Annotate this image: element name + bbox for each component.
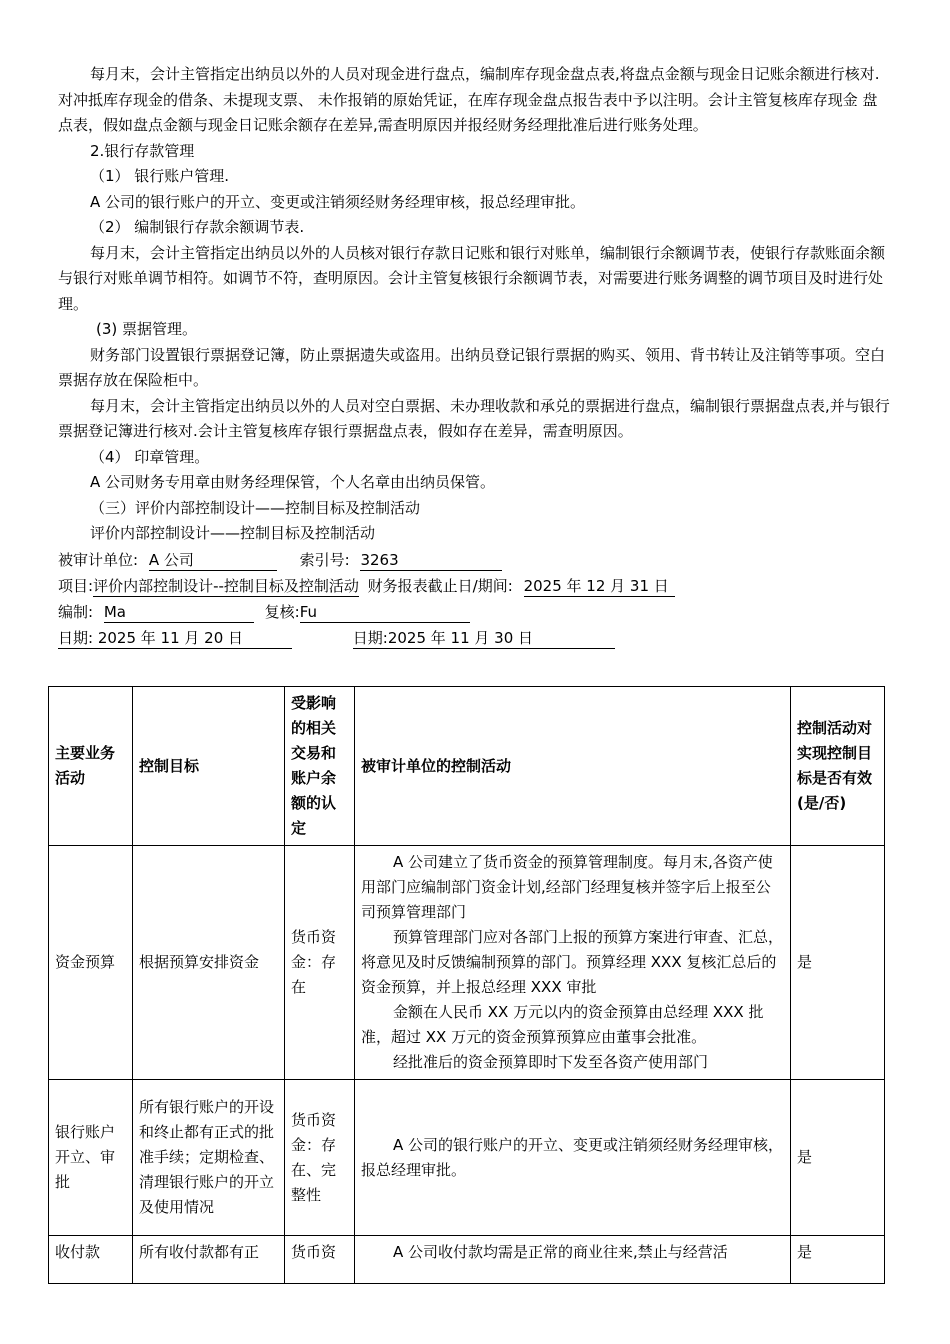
item-notes: (3) 票据管理。 [96, 320, 198, 338]
header-control: 被审计单位的控制活动 [355, 687, 791, 846]
review-value: Fu [300, 602, 470, 623]
index-label: 索引号: [299, 550, 350, 569]
date1-label: 日期: [58, 628, 94, 647]
header-assertion: 受影响的相关交易和账户余额的认定 [285, 687, 355, 846]
document-body [58, 62, 890, 651]
date1-value: 2025 年 11 月 20 日 [97, 628, 244, 647]
cell-objective: 所有收付款都有正 [133, 1236, 285, 1284]
meta-preparer-line [58, 599, 890, 625]
item-notes-text-2: 每月末，会计主管指定出纳员以外的人员对空白票据、未办理收款和承兑的票据进行盘点，编制银行票据盘点表,并与银行票据登记簿进行核对.会计主管复核库存银行票据盘点表，假如存在差异，需查明原因。 [58, 396, 890, 440]
item-bank-account: （1） 银行账户管理. [90, 167, 230, 185]
cell-activity: 收付款 [49, 1236, 133, 1284]
section-heading: （三）评价内部控制设计——控制目标及控制活动 [90, 498, 421, 517]
index-value: 3263 [360, 550, 502, 571]
cell-effective: 是 [791, 1080, 885, 1236]
control-line: 经批准后的资金预算即时下发至各资产使用部门 [393, 1053, 709, 1071]
control-activities-table [48, 686, 885, 1284]
project-label: 项目: [58, 576, 94, 595]
cell-activity: 银行账户开立、审批 [49, 1080, 133, 1236]
control-line: A 公司的银行账户的开立、变更或注销须经财务经理审核，报总经理审批。 [361, 1135, 784, 1179]
meta-auditee-line [58, 547, 890, 573]
cell-effective: 是 [791, 846, 885, 1080]
auditee-value: A 公司 [149, 550, 277, 571]
prepared-value: Ma [104, 602, 254, 623]
meta-project-line [58, 573, 890, 599]
header-objective: 控制目标 [133, 687, 285, 846]
table-row [49, 1080, 885, 1236]
auditee-label: 被审计单位: [58, 550, 139, 569]
review-label: 复核: [264, 602, 300, 621]
item-seal: （4） 印章管理。 [90, 447, 210, 466]
cell-control [355, 1236, 791, 1284]
item-notes-text-1: 财务部门设置银行票据登记簿，防止票据遗失或盗用。出纳员登记银行票据的购买、领用、背书转让及注销等事项。空白票据存放在保险柜中。 [58, 345, 886, 389]
item-reconciliation: （2） 编制银行存款余额调节表. [90, 218, 305, 236]
cell-assertion: 货币资 [285, 1236, 355, 1284]
control-line: A 公司建立了货币资金的预算管理制度。每月末,各资产使用部门应编制部门资金计划,经部门经理复核并签字后上报至公司预算管理部门 [361, 853, 773, 921]
header-activity: 主要业务活动 [49, 687, 133, 846]
date1-field [58, 628, 292, 649]
control-line: 金额在人民币 XX 万元以内的资金预算由总经理 XXX 批准，超过 XX 万元的资金预算预算应由董事会批准。 [361, 1003, 764, 1046]
heading-bank-deposit: 2.银行存款管理 [90, 141, 195, 160]
date2-field [353, 628, 615, 649]
table-row [49, 1236, 885, 1284]
table-header-row [49, 687, 885, 846]
table-row [49, 846, 885, 1080]
section-subheading: 评价内部控制设计——控制目标及控制活动 [90, 524, 376, 542]
cell-control [355, 1080, 791, 1236]
prepared-label: 编制: [58, 602, 94, 621]
header-effective: 控制活动对实现控制目标是否有效(是/否) [791, 687, 885, 846]
period-label: 财务报表截止日/期间: [367, 576, 513, 595]
cell-objective: 所有银行账户的开设和终止都有正式的批准手续；定期检查、清理银行账户的开立及使用情况 [133, 1080, 285, 1236]
paragraph-cash-count: 每月末，会计主管指定出纳员以外的人员对现金进行盘点，编制库存现金盘点表,将盘点金额与现金日记账余额进行核对.对冲抵库存现金的借条、未提现支票、 未作报销的原始凭证，在库存现金盘点报告表中予以注明。会计主管复核库存现金 盘点表，假如盘点金额与现金日记账余额存在差异,需查明原因并报经财务经理批准后进行账务处理。 [58, 65, 880, 134]
cell-control [355, 846, 791, 1080]
cell-effective: 是 [791, 1236, 885, 1284]
meta-date-line [58, 625, 890, 651]
control-line: A 公司收付款均需是正常的商业往来,禁止与经营活 [393, 1243, 728, 1261]
item-seal-text: A 公司财务专用章由财务经理保管，个人名章由出纳员保管。 [90, 473, 496, 491]
date2-label: 日期: [352, 628, 388, 647]
date2-value: 2025 年 11 月 30 日 [387, 628, 534, 647]
cell-assertion: 货币资金：存在、完整性 [285, 1080, 355, 1236]
project-value: 评价内部控制设计--控制目标及控制活动 [93, 576, 359, 595]
item-bank-account-text: A 公司的银行账户的开立、变更或注销须经财务经理审核，报总经理审批。 [90, 192, 586, 211]
item-reconciliation-text: 每月末，会计主管指定出纳员以外的人员核对银行存款日记账和银行对账单，编制银行余额调节表，使银行存款账面余额与银行对账单调节相符。如调节不符，查明原因。会计主管复核银行余额调节表，对需要进行账务调整的调节项目及时进行处理。 [58, 243, 886, 313]
period-value: 2025 年 12 月 31 日 [524, 576, 675, 597]
cell-assertion: 货币资金：存在 [285, 846, 355, 1080]
cell-activity: 资金预算 [49, 846, 133, 1080]
control-line: 预算管理部门应对各部门上报的预算方案进行审查、汇总，将意见及时反馈编制预算的部门。预算经理 XXX 复核汇总后的资金预算，并上报总经理 XXX 审批 [361, 928, 784, 996]
cell-objective: 根据预算安排资金 [133, 846, 285, 1080]
